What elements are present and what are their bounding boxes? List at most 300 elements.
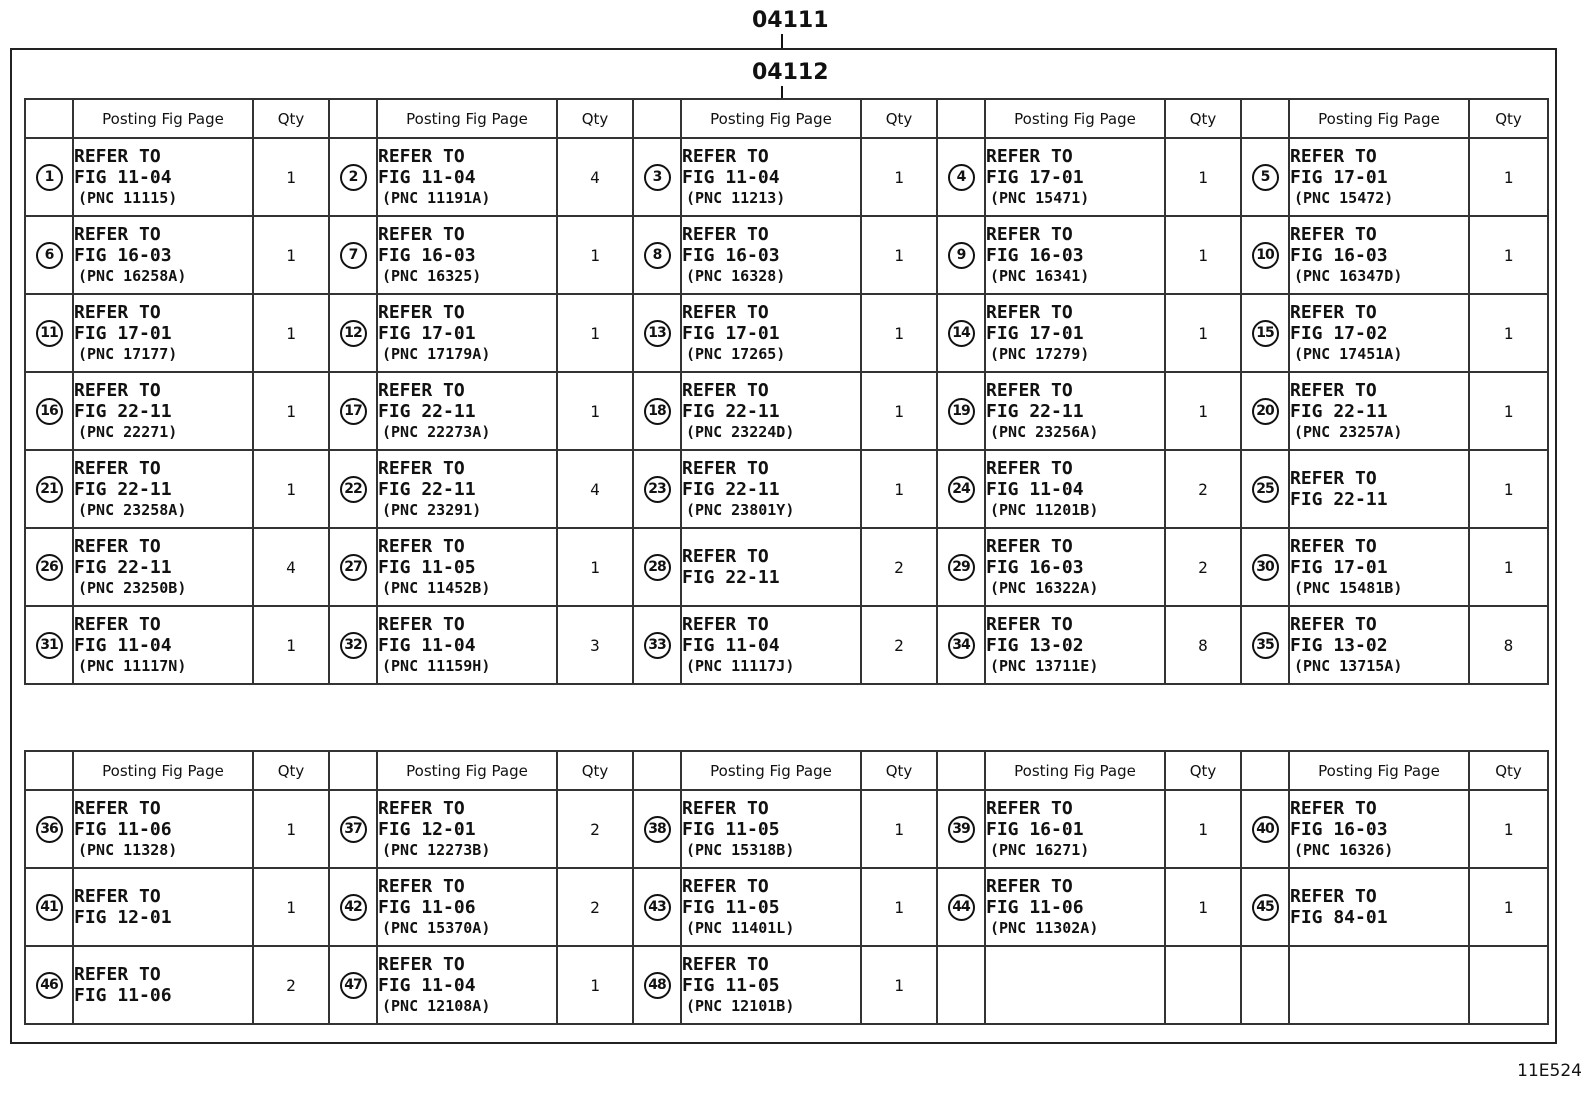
pnc-reference: (PNC 23291) [382, 500, 482, 519]
item-number-cell [329, 216, 377, 294]
refer-to-text: REFER TO [1290, 379, 1377, 401]
pnc-reference: (PNC 16347D) [1294, 266, 1403, 285]
posting-fig-cell [73, 790, 253, 868]
item-number-cell [1241, 138, 1289, 216]
posting-fig-cell [1289, 946, 1469, 1024]
posting-fig-cell [681, 946, 861, 1024]
table-row [25, 946, 1548, 1024]
fig-reference: FIG 17-01 [986, 322, 1084, 344]
pnc-reference: (PNC 15472) [1294, 188, 1394, 207]
refer-to-text: REFER TO [378, 379, 465, 401]
fig-reference: FIG 22-11 [378, 478, 476, 500]
qty-cell: 1 [557, 946, 633, 1024]
pnc-reference: (PNC 17179A) [382, 344, 491, 363]
refer-to-text: REFER TO [378, 875, 465, 897]
refer-to-text: REFER TO [1290, 145, 1377, 167]
header-blank-cell [633, 99, 681, 138]
refer-to-text: REFER TO [378, 223, 465, 245]
qty-cell: 1 [253, 138, 329, 216]
fig-reference: FIG 17-01 [1290, 556, 1388, 578]
header-fig-page: Posting Fig Page [73, 751, 253, 790]
refer-to-text: REFER TO [378, 535, 465, 557]
refer-to-text: REFER TO [682, 379, 769, 401]
posting-fig-cell [985, 790, 1165, 868]
header-fig-page: Posting Fig Page [985, 99, 1165, 138]
refer-to-text: REFER TO [1290, 535, 1377, 557]
item-number-cell [1241, 868, 1289, 946]
item-number-cell [329, 868, 377, 946]
item-number-cell [1241, 372, 1289, 450]
item-number-cell [937, 790, 985, 868]
qty-cell: 1 [861, 450, 937, 528]
fig-reference: FIG 17-01 [682, 322, 780, 344]
qty-cell: 1 [253, 868, 329, 946]
item-callout-number: 11 [36, 320, 63, 347]
posting-fig-cell [73, 528, 253, 606]
header-fig-page: Posting Fig Page [985, 751, 1165, 790]
refer-to-text: REFER TO [682, 457, 769, 479]
header-blank-cell [329, 99, 377, 138]
posting-fig-cell [681, 216, 861, 294]
refer-to-text: REFER TO [74, 223, 161, 245]
posting-fig-cell [681, 790, 861, 868]
fig-reference: FIG 16-03 [682, 244, 780, 266]
item-number-cell [937, 606, 985, 684]
item-callout-number: 30 [1252, 554, 1279, 581]
posting-fig-cell [73, 372, 253, 450]
item-callout-number: 17 [340, 398, 367, 425]
fig-reference: FIG 22-11 [682, 567, 780, 588]
pnc-reference: (PNC 15471) [990, 188, 1090, 207]
fig-reference: FIG 11-05 [378, 556, 476, 578]
pnc-reference: (PNC 23256A) [990, 422, 1099, 441]
refer-to-text: REFER TO [682, 145, 769, 167]
item-number-cell [633, 294, 681, 372]
item-number-cell [937, 138, 985, 216]
item-number-cell [329, 528, 377, 606]
qty-cell: 1 [861, 372, 937, 450]
posting-fig-cell [73, 946, 253, 1024]
pnc-reference: (PNC 16328) [686, 266, 786, 285]
qty-cell: 1 [1469, 450, 1548, 528]
fig-reference: FIG 11-04 [682, 634, 780, 656]
pnc-reference: (PNC 11302A) [990, 918, 1099, 937]
posting-fig-cell [73, 294, 253, 372]
qty-cell: 4 [557, 138, 633, 216]
item-callout-number: 3 [644, 164, 671, 191]
table-row [25, 606, 1548, 684]
header-blank-cell [329, 751, 377, 790]
fig-reference: FIG 12-01 [74, 907, 172, 928]
item-callout-number: 26 [36, 554, 63, 581]
header-fig-page: Posting Fig Page [681, 751, 861, 790]
upper-body [25, 138, 1548, 684]
item-number-cell [1241, 216, 1289, 294]
item-number-cell [633, 868, 681, 946]
refer-to-text: REFER TO [74, 379, 161, 401]
refer-to-text: REFER TO [1290, 886, 1377, 907]
qty-cell: 1 [557, 528, 633, 606]
refer-to-text: REFER TO [986, 797, 1073, 819]
qty-cell [1469, 946, 1548, 1024]
header-blank-cell [1241, 751, 1289, 790]
pnc-reference: (PNC 11117N) [78, 656, 187, 675]
item-number-cell [25, 450, 73, 528]
pnc-reference: (PNC 17265) [686, 344, 786, 363]
pnc-reference: (PNC 13711E) [990, 656, 1099, 675]
posting-fig-cell [985, 138, 1165, 216]
refer-to-text: REFER TO [74, 457, 161, 479]
fig-reference: FIG 16-03 [74, 244, 172, 266]
qty-cell: 2 [861, 528, 937, 606]
refer-to-text: REFER TO [74, 301, 161, 323]
qty-cell: 1 [253, 790, 329, 868]
item-callout-number: 29 [948, 554, 975, 581]
fig-reference: FIG 11-06 [74, 985, 172, 1006]
fig-reference: FIG 22-11 [986, 400, 1084, 422]
fig-reference: FIG 17-01 [1290, 166, 1388, 188]
header-qty: Qty [253, 99, 329, 138]
qty-cell: 1 [1469, 868, 1548, 946]
pnc-reference: (PNC 16271) [990, 840, 1090, 859]
posting-fig-cell [1289, 138, 1469, 216]
header-qty: Qty [557, 751, 633, 790]
item-callout-number: 27 [340, 554, 367, 581]
fig-reference: FIG 16-03 [986, 556, 1084, 578]
fig-reference: FIG 11-04 [378, 634, 476, 656]
refer-to-text: REFER TO [986, 379, 1073, 401]
qty-cell: 1 [1165, 138, 1241, 216]
header-fig-page: Posting Fig Page [681, 99, 861, 138]
qty-cell: 8 [1165, 606, 1241, 684]
item-callout-number: 44 [948, 894, 975, 921]
table-row [25, 868, 1548, 946]
item-callout-number: 25 [1252, 476, 1279, 503]
posting-fig-cell [985, 294, 1165, 372]
qty-cell: 1 [861, 216, 937, 294]
fig-reference: FIG 17-01 [378, 322, 476, 344]
posting-fig-cell [377, 868, 557, 946]
item-callout-number: 38 [644, 816, 671, 843]
posting-fig-cell [1289, 528, 1469, 606]
refer-to-text: REFER TO [1290, 797, 1377, 819]
refer-to-text: REFER TO [74, 535, 161, 557]
refer-to-text: REFER TO [986, 875, 1073, 897]
refer-to-text: REFER TO [682, 797, 769, 819]
item-callout-number: 14 [948, 320, 975, 347]
qty-cell: 2 [861, 606, 937, 684]
item-callout-number: 37 [340, 816, 367, 843]
qty-cell: 2 [1165, 528, 1241, 606]
posting-fig-cell [377, 946, 557, 1024]
item-number-cell [25, 138, 73, 216]
posting-fig-cell [73, 868, 253, 946]
posting-fig-cell [681, 868, 861, 946]
refer-to-text: REFER TO [986, 145, 1073, 167]
fig-reference: FIG 17-01 [74, 322, 172, 344]
posting-fig-cell [1289, 606, 1469, 684]
refer-to-text: REFER TO [378, 301, 465, 323]
qty-cell: 1 [253, 372, 329, 450]
fig-reference: FIG 13-02 [1290, 634, 1388, 656]
posting-fig-cell [681, 372, 861, 450]
fig-reference: FIG 22-11 [682, 478, 780, 500]
pnc-reference: (PNC 12101B) [686, 996, 795, 1015]
posting-fig-cell [73, 606, 253, 684]
refer-to-text: REFER TO [682, 546, 769, 567]
refer-to-text: REFER TO [378, 797, 465, 819]
qty-cell: 2 [557, 790, 633, 868]
header-blank-cell [937, 99, 985, 138]
item-callout-number: 5 [1252, 164, 1279, 191]
fig-reference: FIG 22-11 [1290, 489, 1388, 510]
item-callout-number: 20 [1252, 398, 1279, 425]
table-row [25, 790, 1548, 868]
item-callout-number: 4 [948, 164, 975, 191]
item-number-cell [25, 790, 73, 868]
posting-fig-cell [377, 606, 557, 684]
refer-to-text: REFER TO [986, 223, 1073, 245]
qty-cell: 1 [1165, 216, 1241, 294]
qty-cell: 2 [1165, 450, 1241, 528]
posting-fig-cell [377, 216, 557, 294]
header-qty: Qty [253, 751, 329, 790]
pnc-reference: (PNC 13715A) [1294, 656, 1403, 675]
posting-fig-cell [985, 868, 1165, 946]
item-number-cell [25, 294, 73, 372]
item-number-cell [633, 790, 681, 868]
header-blank-cell [25, 99, 73, 138]
figure-reference-id: 11E524 [1517, 1061, 1582, 1081]
fig-reference: FIG 11-04 [682, 166, 780, 188]
refer-to-text: REFER TO [378, 613, 465, 635]
qty-cell: 4 [253, 528, 329, 606]
qty-cell: 1 [557, 294, 633, 372]
header-blank-cell [1241, 99, 1289, 138]
qty-cell: 1 [253, 294, 329, 372]
posting-fig-cell [73, 450, 253, 528]
header-fig-page: Posting Fig Page [73, 99, 253, 138]
posting-fig-cell [1289, 216, 1469, 294]
pnc-reference: (PNC 23250B) [78, 578, 187, 597]
item-number-cell [937, 216, 985, 294]
qty-cell: 1 [861, 790, 937, 868]
item-callout-number: 23 [644, 476, 671, 503]
fig-reference: FIG 11-05 [682, 896, 780, 918]
posting-fig-cell [985, 946, 1165, 1024]
item-number-cell [1241, 606, 1289, 684]
item-callout-number: 1 [36, 164, 63, 191]
qty-cell: 2 [253, 946, 329, 1024]
item-callout-number: 35 [1252, 632, 1279, 659]
item-number-cell [1241, 294, 1289, 372]
refer-to-text: REFER TO [1290, 301, 1377, 323]
fig-reference: FIG 17-02 [1290, 322, 1388, 344]
posting-fig-cell [681, 294, 861, 372]
item-number-cell [329, 946, 377, 1024]
header-qty: Qty [557, 99, 633, 138]
item-callout-number: 10 [1252, 242, 1279, 269]
fig-reference: FIG 17-01 [986, 166, 1084, 188]
header-blank-cell [633, 751, 681, 790]
item-number-cell [633, 528, 681, 606]
qty-cell: 1 [253, 216, 329, 294]
qty-cell: 1 [1469, 138, 1548, 216]
item-number-cell [329, 372, 377, 450]
posting-fig-cell [985, 216, 1165, 294]
qty-cell: 1 [1469, 216, 1548, 294]
pnc-reference: (PNC 11191A) [382, 188, 491, 207]
pnc-reference: (PNC 17177) [78, 344, 178, 363]
posting-fig-cell [681, 528, 861, 606]
posting-fig-cell [1289, 450, 1469, 528]
item-number-cell [1241, 790, 1289, 868]
qty-cell: 1 [557, 372, 633, 450]
item-callout-number: 15 [1252, 320, 1279, 347]
refer-to-text: REFER TO [682, 953, 769, 975]
posting-fig-cell [377, 372, 557, 450]
pnc-reference: (PNC 16258A) [78, 266, 187, 285]
fig-reference: FIG 11-04 [74, 166, 172, 188]
parent-assembly-label: 04111 [752, 8, 829, 33]
header-qty: Qty [1469, 99, 1548, 138]
refer-to-text: REFER TO [74, 613, 161, 635]
item-callout-number: 32 [340, 632, 367, 659]
qty-cell: 1 [1165, 372, 1241, 450]
fig-reference: FIG 16-03 [1290, 244, 1388, 266]
refer-to-text: REFER TO [74, 145, 161, 167]
item-number-cell [633, 606, 681, 684]
item-callout-number: 42 [340, 894, 367, 921]
item-number-cell [1241, 528, 1289, 606]
fig-reference: FIG 12-01 [378, 818, 476, 840]
header-fig-page: Posting Fig Page [377, 751, 557, 790]
child-assembly-label: 04112 [752, 60, 829, 85]
header-blank-cell [25, 751, 73, 790]
fig-reference: FIG 11-05 [682, 818, 780, 840]
item-number-cell [25, 372, 73, 450]
posting-fig-cell [377, 294, 557, 372]
fig-reference: FIG 22-11 [74, 478, 172, 500]
fig-reference: FIG 11-04 [74, 634, 172, 656]
item-number-cell [25, 216, 73, 294]
fig-reference: FIG 11-06 [378, 896, 476, 918]
refer-to-text: REFER TO [682, 875, 769, 897]
fig-reference: FIG 16-03 [1290, 818, 1388, 840]
refer-to-text: REFER TO [682, 301, 769, 323]
posting-fig-cell [681, 606, 861, 684]
posting-fig-cell [73, 216, 253, 294]
item-callout-number: 16 [36, 398, 63, 425]
fig-reference: FIG 22-11 [682, 400, 780, 422]
qty-cell: 3 [557, 606, 633, 684]
pnc-reference: (PNC 11159H) [382, 656, 491, 675]
fig-reference: FIG 11-04 [378, 166, 476, 188]
qty-cell [1165, 946, 1241, 1024]
item-number-cell [25, 528, 73, 606]
refer-to-text: REFER TO [682, 613, 769, 635]
posting-fig-cell [985, 606, 1165, 684]
refer-to-text: REFER TO [378, 145, 465, 167]
refer-to-text: REFER TO [986, 301, 1073, 323]
pnc-reference: (PNC 15318B) [686, 840, 795, 859]
qty-cell: 8 [1469, 606, 1548, 684]
posting-fig-cell [1289, 294, 1469, 372]
qty-cell: 1 [1165, 868, 1241, 946]
item-callout-number: 13 [644, 320, 671, 347]
pnc-reference: (PNC 12273B) [382, 840, 491, 859]
item-callout-number: 12 [340, 320, 367, 347]
pnc-reference: (PNC 17279) [990, 344, 1090, 363]
refer-to-text: REFER TO [682, 223, 769, 245]
item-callout-number: 40 [1252, 816, 1279, 843]
parts-table-lower [24, 750, 1549, 1025]
item-number-cell [937, 946, 985, 1024]
qty-cell: 1 [1165, 790, 1241, 868]
qty-cell: 1 [557, 216, 633, 294]
pnc-reference: (PNC 15481B) [1294, 578, 1403, 597]
item-callout-number: 46 [36, 972, 63, 999]
item-callout-number: 22 [340, 476, 367, 503]
posting-fig-cell [1289, 790, 1469, 868]
table-row [25, 372, 1548, 450]
item-number-cell [329, 450, 377, 528]
pnc-reference: (PNC 23258A) [78, 500, 187, 519]
item-number-cell [937, 868, 985, 946]
header-qty: Qty [1469, 751, 1548, 790]
qty-cell: 1 [861, 946, 937, 1024]
item-number-cell [329, 606, 377, 684]
item-callout-number: 9 [948, 242, 975, 269]
header-qty: Qty [861, 751, 937, 790]
item-number-cell [25, 868, 73, 946]
posting-fig-cell [377, 790, 557, 868]
item-callout-number: 18 [644, 398, 671, 425]
pnc-reference: (PNC 16341) [990, 266, 1090, 285]
posting-fig-cell [681, 450, 861, 528]
pnc-reference: (PNC 16326) [1294, 840, 1394, 859]
pnc-reference: (PNC 17451A) [1294, 344, 1403, 363]
posting-fig-cell [377, 528, 557, 606]
item-number-cell [937, 528, 985, 606]
item-callout-number: 34 [948, 632, 975, 659]
pnc-reference: (PNC 11115) [78, 188, 178, 207]
refer-to-text: REFER TO [986, 457, 1073, 479]
fig-reference: FIG 11-05 [682, 974, 780, 996]
qty-cell: 1 [861, 868, 937, 946]
fig-reference: FIG 22-11 [74, 556, 172, 578]
posting-fig-cell [985, 372, 1165, 450]
posting-fig-cell [681, 138, 861, 216]
item-number-cell [633, 372, 681, 450]
qty-cell: 1 [1469, 372, 1548, 450]
item-callout-number: 33 [644, 632, 671, 659]
refer-to-text: REFER TO [986, 535, 1073, 557]
table-row [25, 450, 1548, 528]
qty-cell: 1 [861, 294, 937, 372]
refer-to-text: REFER TO [74, 886, 161, 907]
item-number-cell [633, 946, 681, 1024]
item-callout-number: 28 [644, 554, 671, 581]
item-number-cell [633, 138, 681, 216]
qty-cell: 2 [557, 868, 633, 946]
item-callout-number: 47 [340, 972, 367, 999]
qty-cell: 4 [557, 450, 633, 528]
fig-reference: FIG 84-01 [1290, 907, 1388, 928]
qty-cell: 1 [861, 138, 937, 216]
item-callout-number: 21 [36, 476, 63, 503]
item-number-cell [937, 372, 985, 450]
